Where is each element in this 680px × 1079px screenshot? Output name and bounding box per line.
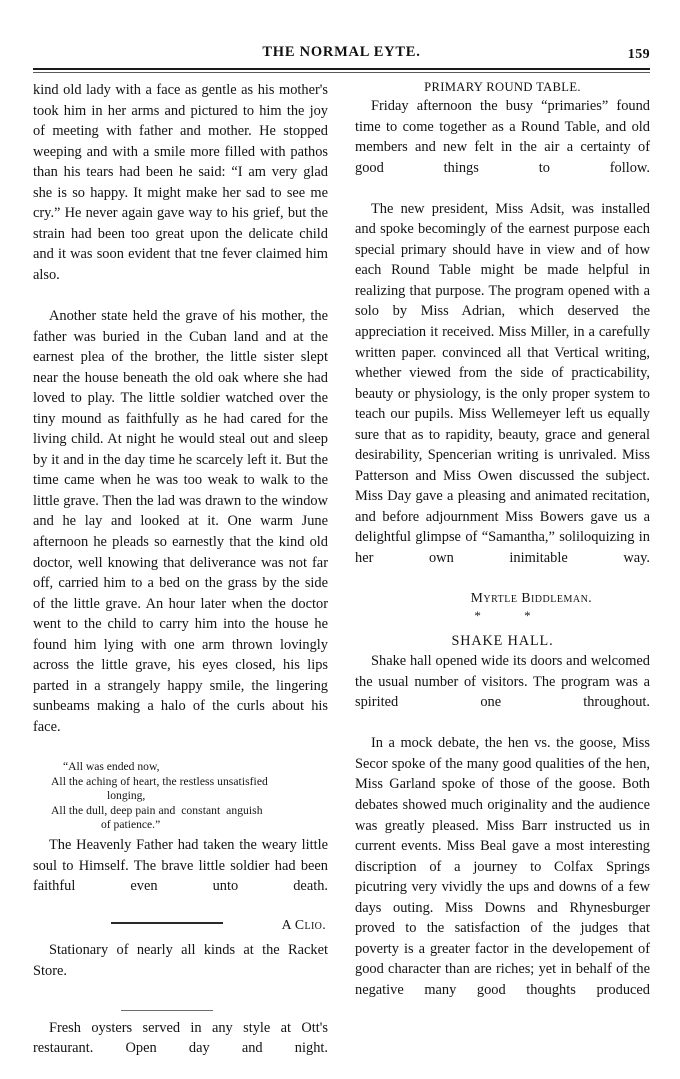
header-rule-thin — [33, 72, 650, 73]
header-divider — [33, 68, 650, 73]
page-title: THE NORMAL EYTE. — [262, 44, 421, 60]
section-divider — [111, 922, 223, 923]
article-signature: A Clio. — [281, 917, 326, 933]
section-heading-shake-hall: SHAKE HALL. — [451, 633, 554, 650]
verse-line: “All was ended now, — [63, 760, 160, 774]
paragraph: In a mock debate, the hen vs. the goose, Miss Secor spoke of the many good qualities of the hen, Miss Garland spoke of those of the goose. Both debates showed much originality and the audience was greatly pleased. Miss Barr instructed us in current events. Miss Beal gave a most interesting discription of a journey to Colfax Springs picutring very vividly the ups and downs of a few days outing. Miss Downs and Rhynesburger proved to the satisfaction of the judges that poverty is a greater factor in the developement of good character than are riches; yet in behalf of the negative many good thoughts produced — [355, 735, 650, 998]
page-number: 159 — [627, 47, 650, 62]
header-rule-thick — [33, 68, 650, 70]
paragraph: Friday afternoon the busy “primaries” found time to come together as a Round Table, and old members and new felt in the air a certainty of good things to follow. — [355, 98, 650, 176]
section-heading-primary-round-table: PRIMARY ROUND TABLE. — [424, 80, 581, 94]
right-column — [355, 80, 650, 1021]
paragraph: The Heavenly Father had taken the weary little soul to Himself. The brave little soldier had been faithful even unto death. — [33, 837, 328, 895]
paragraph: kind old lady with a face as gentle as his mother's took him in her arms and pictured to him the joy of meeting with father and mother. He stopped weeping and with a smile more filled with pathos than his tears had been he said: “I am very glad she is so happy. It might make her sad to see me cry.” He never again gave way to his grief, but the strain had been too great upon the delicate child and it was soon evident that tne fever claimed him also. — [33, 82, 328, 283]
paragraph: Shake hall opened wide its doors and welcomed the usual number of visitors. The program was a spirited one throughout. — [355, 653, 650, 711]
paragraph: The new president, Miss Adsit, was installed and spoke becomingly of the earnest purpose each special primary should have in view and of how each Round Table might be made helpful in realizing that purpose. The program opened with a solo by Miss Adrian, which deserved the appreciation it received. Miss Miller, in a carefully written paper. convinced all that Vertical writing, whether viewed from the side of practicability, beauty or physiology, is the only proper system to teach our pupils. Miss Wellemeyer left us equally sure that as to rapidity, beauty, grace and general desirability, Spencerian writing is unrivaled. Miss Patterson and Miss Owen discussed the subject. Miss Day gave a pleasing and animated recitation, and before adjournment Miss Bowers gave us a delightful glimpse of “Samantha,” soliloquizing in her own inimitable way. — [355, 200, 650, 567]
left-column — [33, 80, 328, 1079]
article-signature: Myrtle Biddleman. — [470, 590, 593, 606]
verse-line: All the dull, deep pain and constant anguish — [51, 803, 263, 817]
advertisement: Stationary of nearly all kinds at the Racket Store. — [33, 942, 328, 979]
verse-line: of patience.” — [101, 818, 161, 832]
column-container — [33, 80, 650, 1057]
verse-block — [33, 760, 328, 833]
paragraph: Another state held the grave of his mother, the father was buried in the Cuban land and at the earnest plea of the brother, the little sister slept near the house beneath the old oak where she had loved to play. The little soldier watched over the tiny mound as faithfully as he had cared for the living child. At night he would steal out and sleep by it and in the day time he scarcely left it. But the time came when he was too weak to walk to the little grave. Then the lad was drawn to the window and he lay and looked at it. One warm June afternoon he pleads so earnestly that the kind old doctor, well knowing that deliverance was not far off, carried him to a bed on the grass by the side of the little grave. An hour later when the doctor went to the child to carry him into the house he found him lying with one arm thrown lovingly across the little grave, his eyes closed, his lips parted in a strangely happy smile, the lingering sunbeams making a halo of the curls about his face. — [33, 308, 328, 735]
spacer — [33, 933, 328, 940]
ad-divider — [121, 1010, 213, 1011]
asterisk-separator: * * — [474, 608, 551, 624]
verse-line: longing, — [107, 789, 146, 803]
advertisement: Fresh oysters served in any style at Ott's restaurant. Open day and night. — [33, 1019, 328, 1057]
verse-line: All the aching of heart, the restless unsatisfied — [51, 774, 268, 788]
